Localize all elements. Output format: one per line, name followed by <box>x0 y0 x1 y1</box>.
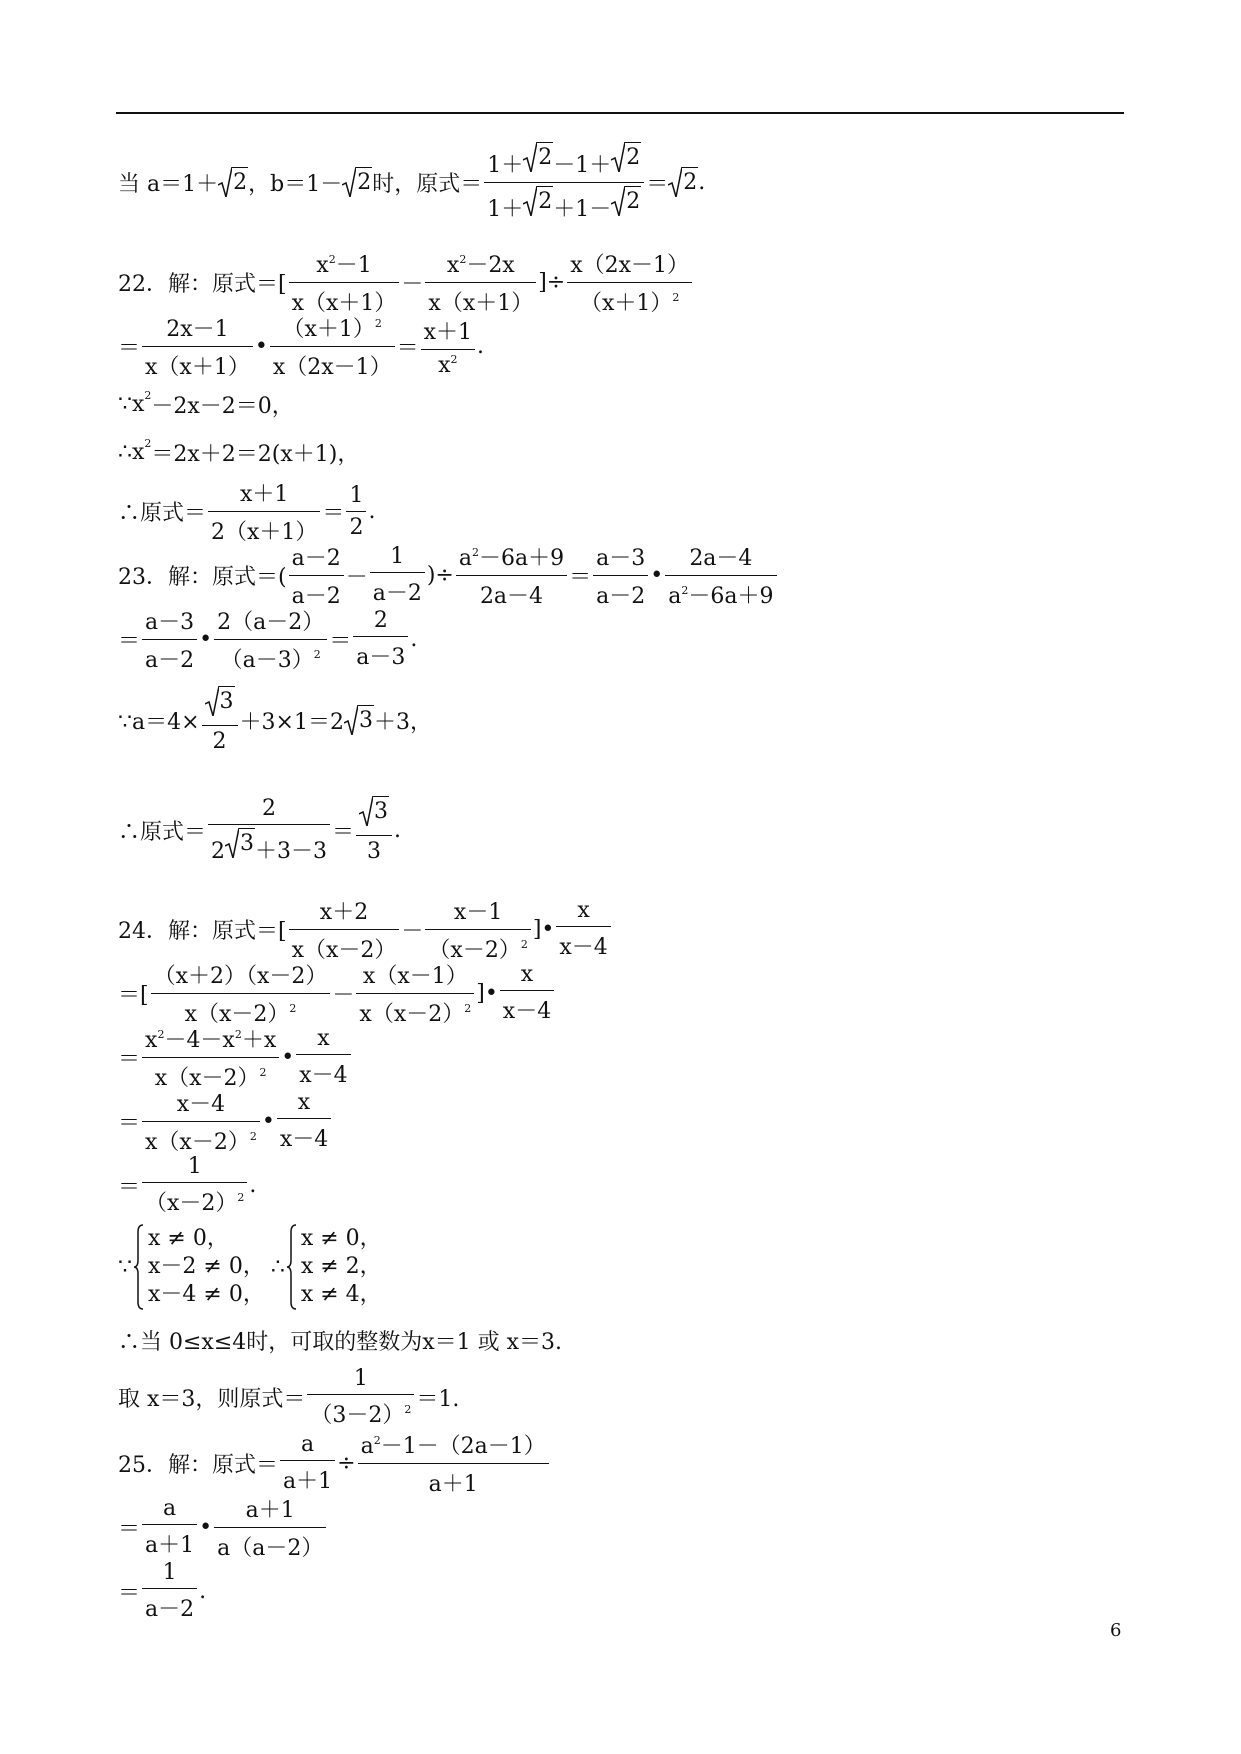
fraction: $\frac{(x+2)(x-2)}{x(x-2)^2}$ <box>151 959 331 1028</box>
fraction: $\frac{1}{2}$ <box>346 483 366 540</box>
fraction: $\frac{x+1}{2(x+1)}$ <box>208 477 320 546</box>
p23-line-1: 23．解：原式＝( $\frac{a-2}{a-2}$ － $\frac{1}{a-2}$ )÷ $\frac{a^2-6a+9}{2a-4}$ ＝ $\frac{a-3}{a-2}$ • $\frac{2a-4}{a^2-6a+9}$ <box>118 544 779 606</box>
fraction: 1＋ 2 －1＋ 2 1＋ 2 ＋1－ 2 <box>484 142 644 223</box>
fraction: $\frac{a-2}{a-2}$ <box>289 541 344 610</box>
line1-text-2: ，b＝1－ <box>248 171 343 197</box>
fraction: $\frac{a^2-6a+9}{2a-4}$ <box>456 541 567 610</box>
fraction: $\frac{2a-4}{a^2-6a+9}$ <box>665 541 776 610</box>
p25-line-3: ＝ $\frac{1}{a-2}$ . <box>118 1559 207 1622</box>
p22-line-4: ∴x 2 ＝2x＋2＝2(x＋1)， <box>118 436 360 467</box>
fraction: $\frac{a-3}{a-2}$ <box>142 605 197 674</box>
fraction: $\frac{3}{2}$ <box>202 686 238 754</box>
fraction: $\frac{a+1}{a(a-2)}$ <box>214 1493 326 1562</box>
sqrt: 3 <box>344 705 374 735</box>
p24-line-6: ∵ x ≠ 0， x－2 ≠ 0， x－4 ≠ 0， ∴ x ≠ 0， x ≠ 2， x ≠ 4， <box>118 1222 382 1312</box>
result-stack: x ≠ 0， x ≠ 2， x ≠ 4， <box>300 1226 382 1307</box>
left-brace-icon <box>287 1224 297 1310</box>
condition-stack: x ≠ 0， x－2 ≠ 0， x－4 ≠ 0， <box>148 1226 265 1307</box>
problem-22-label: 22．解：原式＝[ <box>118 271 287 297</box>
fraction: $\frac{x}{x-4}$ <box>296 1026 350 1089</box>
p23-line-4: ∴原式＝ 2 2 3 ＋3－3 ＝ $\frac{3}{3}$ . <box>118 795 402 864</box>
problem-24-label: 24．解：原式＝[ <box>118 918 287 944</box>
p24-line-3: ＝ $\frac{x^2-4-x^2+x}{x(x-2)^2}$ • $\frac{x}{x-4}$ <box>118 1026 353 1088</box>
fraction: $\frac{1}{a-2}$ <box>370 544 425 607</box>
p24-line-4: ＝ $\frac{x-4}{x(x-2)^2}$ • $\frac{x}{x-4}$ <box>118 1090 333 1152</box>
fraction: $\frac{x-1}{(x-2)^2}$ <box>425 895 530 964</box>
p23-line-3: ∵a＝4× $\frac{3}{2}$ ＋3×1＝2 3 ＋3， <box>118 680 432 760</box>
line1-text-1: 当 a＝1＋ <box>118 171 219 197</box>
fraction: $\frac{2}{a-3}$ <box>353 608 408 671</box>
fraction: $\frac{x}{x-4}$ <box>500 962 554 1025</box>
p25-line-1: 25．解：原式＝ $\frac{a}{a+1}$ ÷ $\frac{a^2-1-(2a-1)}{a+1}$ <box>118 1432 551 1494</box>
p22-line-3: ∵x 2 －2x－2＝0， <box>118 388 294 419</box>
fraction: $\frac{x(2x-1)}{(x+1)^2}$ <box>567 248 692 317</box>
p22-line-1: 22．解：原式＝[ $\frac{x^2-1}{x(x+1)}$ － $\frac{x^2-2x}{x(x+1)}$ ]÷ $\frac{x(2x-1)}{(x+1)^2}$ <box>118 252 694 312</box>
p24-line-8: 取 x＝3，则原式＝ $\frac{1}{(3-2)^2}$ ＝1. <box>118 1365 460 1428</box>
fraction: $\frac{2(a-2)}{(a-3)^2}$ <box>214 605 327 674</box>
p23-line-2: ＝ $\frac{a-3}{a-2}$ • $\frac{2(a-2)}{(a-3)^2}$ ＝ $\frac{2}{a-3}$ . <box>118 608 417 670</box>
fraction: $\frac{x+2}{x(x-2)}$ <box>289 895 400 964</box>
fraction: $\frac{x(x-1)}{x(x-2)^2}$ <box>356 959 474 1028</box>
p24-line-2: ＝[ $\frac{(x+2)(x-2)}{x(x-2)^2}$ － $\frac{x(x-1)}{x(x-2)^2}$ ]• $\frac{x}{x-4}$ <box>118 962 556 1024</box>
problem-23-label: 23．解：原式＝( <box>118 564 287 590</box>
left-brace-icon <box>134 1224 144 1310</box>
p24-line-5: ＝ $\frac{1}{(x-2)^2}$ . <box>118 1153 257 1216</box>
line-1: 当 a＝1＋ 2 ，b＝1－ 2 时，原式＝ 1＋ 2 －1＋ 2 1＋ 2 ＋1－ 2 ＝ 2 . <box>118 132 705 232</box>
fraction: $\frac{a^2-1-(2a-1)}{a+1}$ <box>358 1429 549 1498</box>
fraction: $\frac{a}{a+1}$ <box>280 1432 335 1495</box>
p22-line-2: ＝ $\frac{2x-1}{x(x+1)}$ • $\frac{(x+1)^2}{x(2x-1)}$ ＝ $\frac{x+1}{x^2}$ . <box>118 316 484 376</box>
fraction: 2 2 3 ＋3－3 <box>208 796 330 865</box>
fraction: $\frac{x}{x-4}$ <box>277 1090 331 1153</box>
fraction: $\frac{1}{(x-2)^2}$ <box>142 1154 247 1217</box>
p22-line-5: ∴原式＝ $\frac{x+1}{2(x+1)}$ ＝ $\frac{1}{2}$ . <box>118 480 375 542</box>
fraction: $\frac{x^2-1}{x(x+1)}$ <box>289 248 400 317</box>
fraction: $\frac{1}{a-2}$ <box>142 1560 197 1623</box>
fraction: $\frac{x^2-2x}{x(x+1)}$ <box>425 248 536 317</box>
page-number: 6 <box>1110 1620 1122 1641</box>
header-rule <box>116 112 1124 114</box>
sqrt-2: 2 <box>342 167 372 197</box>
sqrt-3: 2 <box>668 167 698 197</box>
fraction: $\frac{2x-1}{x(x+1)}$ <box>142 312 253 381</box>
fraction: $\frac{x-4}{x(x-2)^2}$ <box>142 1087 260 1156</box>
problem-25-label: 25．解：原式＝ <box>118 1452 278 1478</box>
p24-line-7: ∴当 0≤x≤4时，可取的整数为x＝1 或 x＝3. <box>118 1329 563 1355</box>
fraction: $\frac{x}{x-4}$ <box>556 898 610 961</box>
fraction: $\frac{1}{(3-2)^2}$ <box>307 1366 414 1429</box>
line1-text-3: 时，原式＝ <box>372 171 483 197</box>
fraction: $\frac{3}{3}$ <box>356 796 392 864</box>
fraction: $\frac{a-3}{a-2}$ <box>593 541 648 610</box>
p24-line-1: 24．解：原式＝[ $\frac{x+2}{x(x-2)}$ － $\frac{x-1}{(x-2)^2}$ ]• $\frac{x}{x-4}$ <box>118 898 613 960</box>
fraction: $\frac{x^2-4-x^2+x}{x(x-2)^2}$ <box>142 1023 279 1092</box>
fraction: $\frac{(x+1)^2}{x(2x-1)}$ <box>270 312 395 381</box>
fraction: $\frac{x+1}{x^2}$ <box>421 315 475 378</box>
p25-line-2: ＝ $\frac{a}{a+1}$ • $\frac{a+1}{a(a-2)}$ <box>118 1496 328 1558</box>
sqrt-1: 2 <box>218 167 248 197</box>
fraction: $\frac{a}{a+1}$ <box>142 1496 197 1559</box>
